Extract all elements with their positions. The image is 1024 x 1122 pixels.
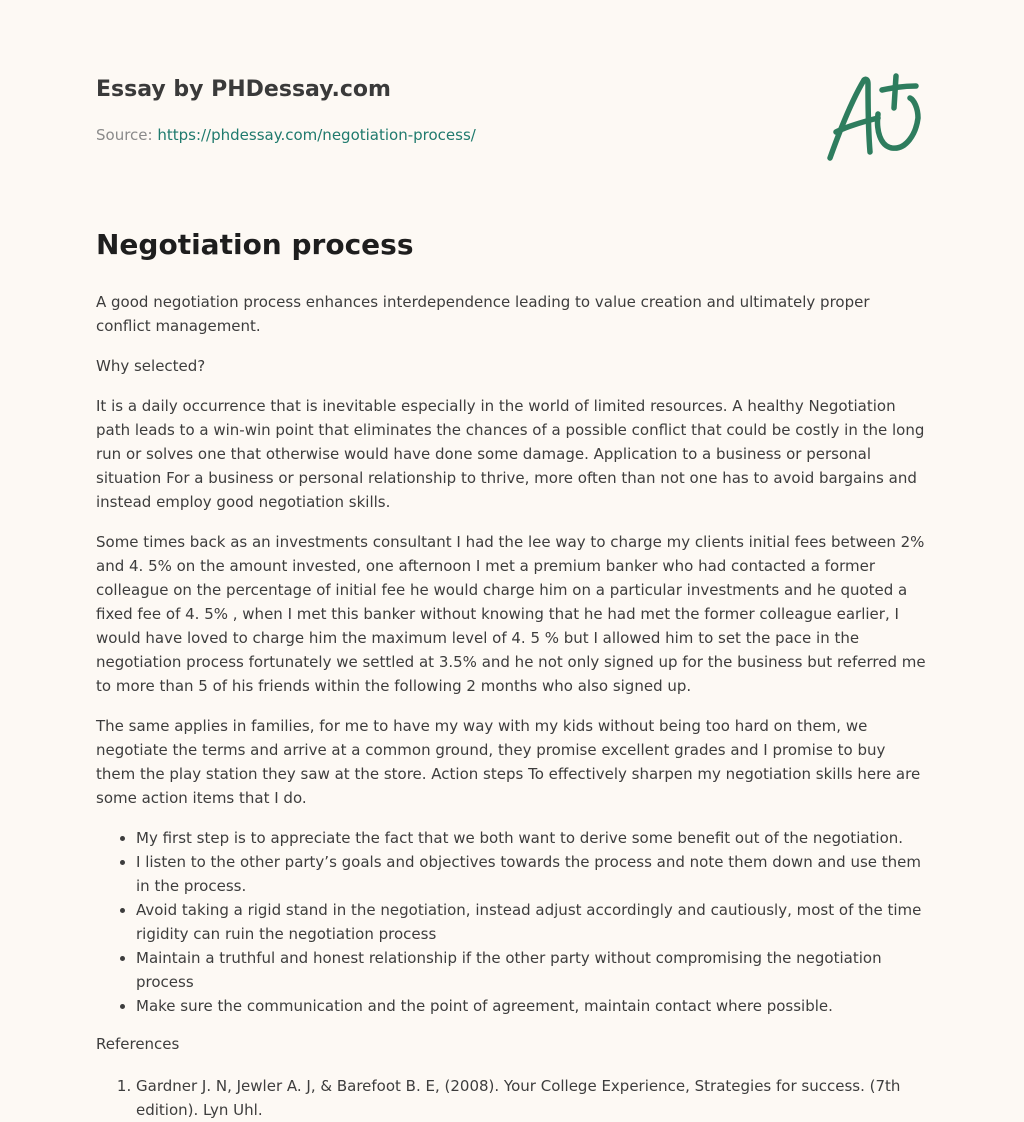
a-plus-logo-icon [822, 68, 926, 164]
source-label: Source: [96, 126, 158, 144]
site-title: Essay by PHDessay.com [96, 77, 391, 102]
action-items-list [96, 826, 928, 1018]
source-line [96, 125, 926, 145]
list-item: • Maintain a truthful and honest relationship if the other party without compromising the negotiation process [136, 946, 928, 994]
body-paragraph: It is a daily occurrence that is inevitable especially in the world of limited resources. A healthy Negotiation path leads to a win-win point that eliminates the chances of a possible conflict that could be costly in the long run or solves one that otherwise would have done some damage. Application to a business or personal situation For a business or personal relationship to thrive, more often than not one has to avoid bargains and instead employ good negotiation skills. [96, 397, 925, 511]
list-item: • I listen to the other party’s goals and objectives towards the process and note them down and use them in the process. [136, 850, 928, 898]
body-paragraph: Some times back as an investments consultant I had the lee way to charge my clients initial fees between 2% and 4. 5% on the amount invested, one afternoon I met a premium banker who had contacted a former colleague on the percentage of initial fee he would charge him on a particular investments and he quoted a fixed fee of 4. 5% , when I met this banker without knowing that he had met the former colleague earlier, I would have loved to charge him the maximum level of 4. 5 % but I allowed him to set the pace in the negotiation process fortunately we settled at 3.5% and he not only signed up for the business but referred me to more than 5 of his friends within the following 2 months who also signed up. [96, 533, 926, 695]
list-item: • Make sure the communication and the point of agreement, maintain contact where possible. [136, 994, 928, 1018]
source-link[interactable]: https://phdessay.com/negotiation-process/ [157, 126, 476, 144]
references-list [96, 1074, 928, 1122]
list-item: • My first step is to appreciate the fact that we both want to derive some benefit out of the negotiation. [136, 826, 928, 850]
page-header [96, 76, 926, 145]
article-title: Negotiation process [96, 228, 414, 261]
reference-item: 1. Gardner J. N, Jewler A. J, & Barefoot B. E, (2008). Your College Experience, Strategies for success. (7th edition). Lyn Uhl. [136, 1074, 928, 1122]
article-body [96, 226, 928, 1122]
list-item: • Avoid taking a rigid stand in the negotiation, instead adjust accordingly and cautiously, most of the time rigidity can ruin the negotiation process [136, 898, 928, 946]
references-heading: References [96, 1035, 180, 1053]
body-paragraph: The same applies in families, for me to have my way with my kids without being too hard on them, we negotiate the terms and arrive at a common ground, they promise excellent grades and I promise to buy them the play station they saw at the store. Action steps To effectively sharpen my negotiation skills here are some action items that I do. [96, 717, 921, 807]
why-selected-heading: Why selected? [96, 357, 206, 375]
intro-paragraph: A good negotiation process enhances interdependence leading to value creation and ultimately proper conflict management. [96, 293, 870, 335]
